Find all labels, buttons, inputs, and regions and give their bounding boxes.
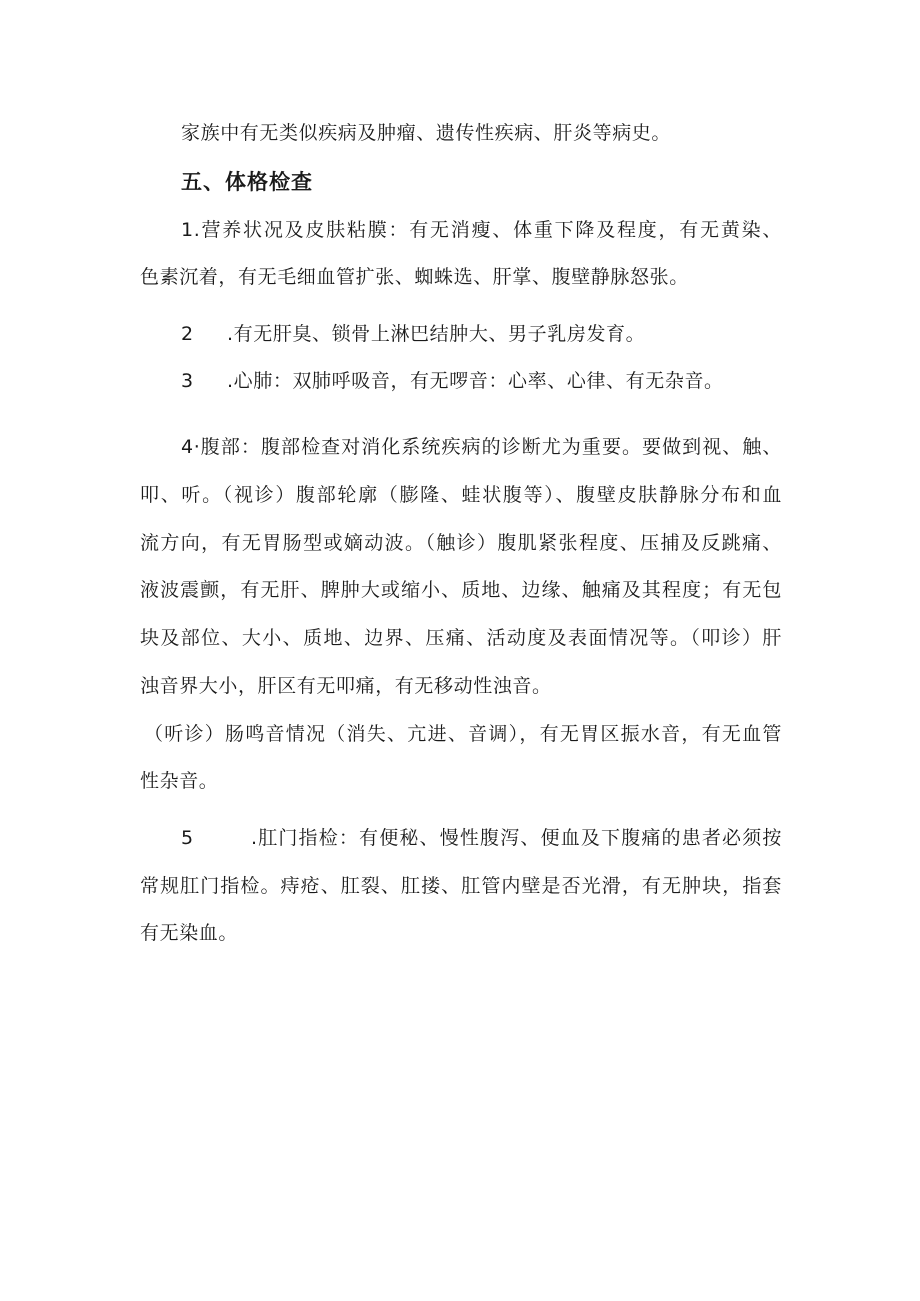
item1-line1 (181, 217, 782, 243)
family-history-text (181, 120, 823, 146)
item5-text-1: .肛门指检：有便秘、慢性腹泻、便血及下腹痛的患者必须按 (251, 827, 782, 849)
item4-line4: 液波震颤，有无肝、脾肿大或缩小、质地、边缘、触痛及其程度；有无包 (140, 579, 782, 601)
item1-text-1: .营养状况及皮肤粘膜：有无消瘦、体重下降及程度，有无黄染、 (193, 219, 782, 241)
item1-line2: 色素沉着，有无毛细血管扩张、蜘蛛选、肝掌、腹壁静脉怒张。 (140, 266, 689, 288)
item5-line3: 有无染血。 (140, 922, 239, 944)
item3-text: .心肺：双肺呼吸音，有无啰音：心率、心律、有无杂音。 (227, 370, 724, 392)
item3-line (181, 368, 823, 394)
item4-line3: 流方向，有无胃肠型或嫡动波。（触诊）腹肌紧张程度、压捕及反跳痛、 (140, 532, 782, 554)
item2-text: .有无肝臭、锁骨上淋巴结肿大、男子乳房发育。 (227, 323, 646, 345)
item1-number: 1 (181, 219, 194, 241)
item4-line5: 块及部位、大小、质地、边界、压痛、活动度及表面情况等。（叩诊）肝 (140, 627, 782, 649)
family-history-line: 家族中有无类似疾病及肿瘤、遗传性疾病、肝炎等病史。 (181, 122, 672, 144)
item4-text-1: ·腹部：腹部检查对消化系统疾病的诊断尤为重要。要做到视、触、 (193, 436, 782, 458)
item3-number: 3 (181, 370, 194, 392)
item2-number: 2 (181, 323, 194, 345)
item5-line1 (181, 825, 782, 851)
item5-number: 5 (181, 827, 194, 849)
item4-line2: 叩、听。（视诊）腹部轮廓（膨隆、蛙状腹等）、腹壁皮肤静脉分布和血 (140, 484, 782, 506)
item2-line (181, 321, 823, 347)
item5-line2: 常规肛门指检。痔疮、肛裂、肛搂、肛管内壁是否光滑，有无肿块，指套 (140, 875, 782, 897)
item4-line1 (181, 434, 782, 460)
item4-line6: 浊音界大小，肝区有无叩痛，有无移动性浊音。 (140, 675, 552, 697)
item4-line8: 性杂音。 (140, 770, 219, 792)
section-title-physical-exam: 五、体格检查 (181, 170, 313, 194)
item4-line7: （听诊）肠鸣音情况（消失、亢进、音调），有无胃区振水音，有无血管 (144, 723, 782, 745)
item4-number: 4 (181, 436, 194, 458)
